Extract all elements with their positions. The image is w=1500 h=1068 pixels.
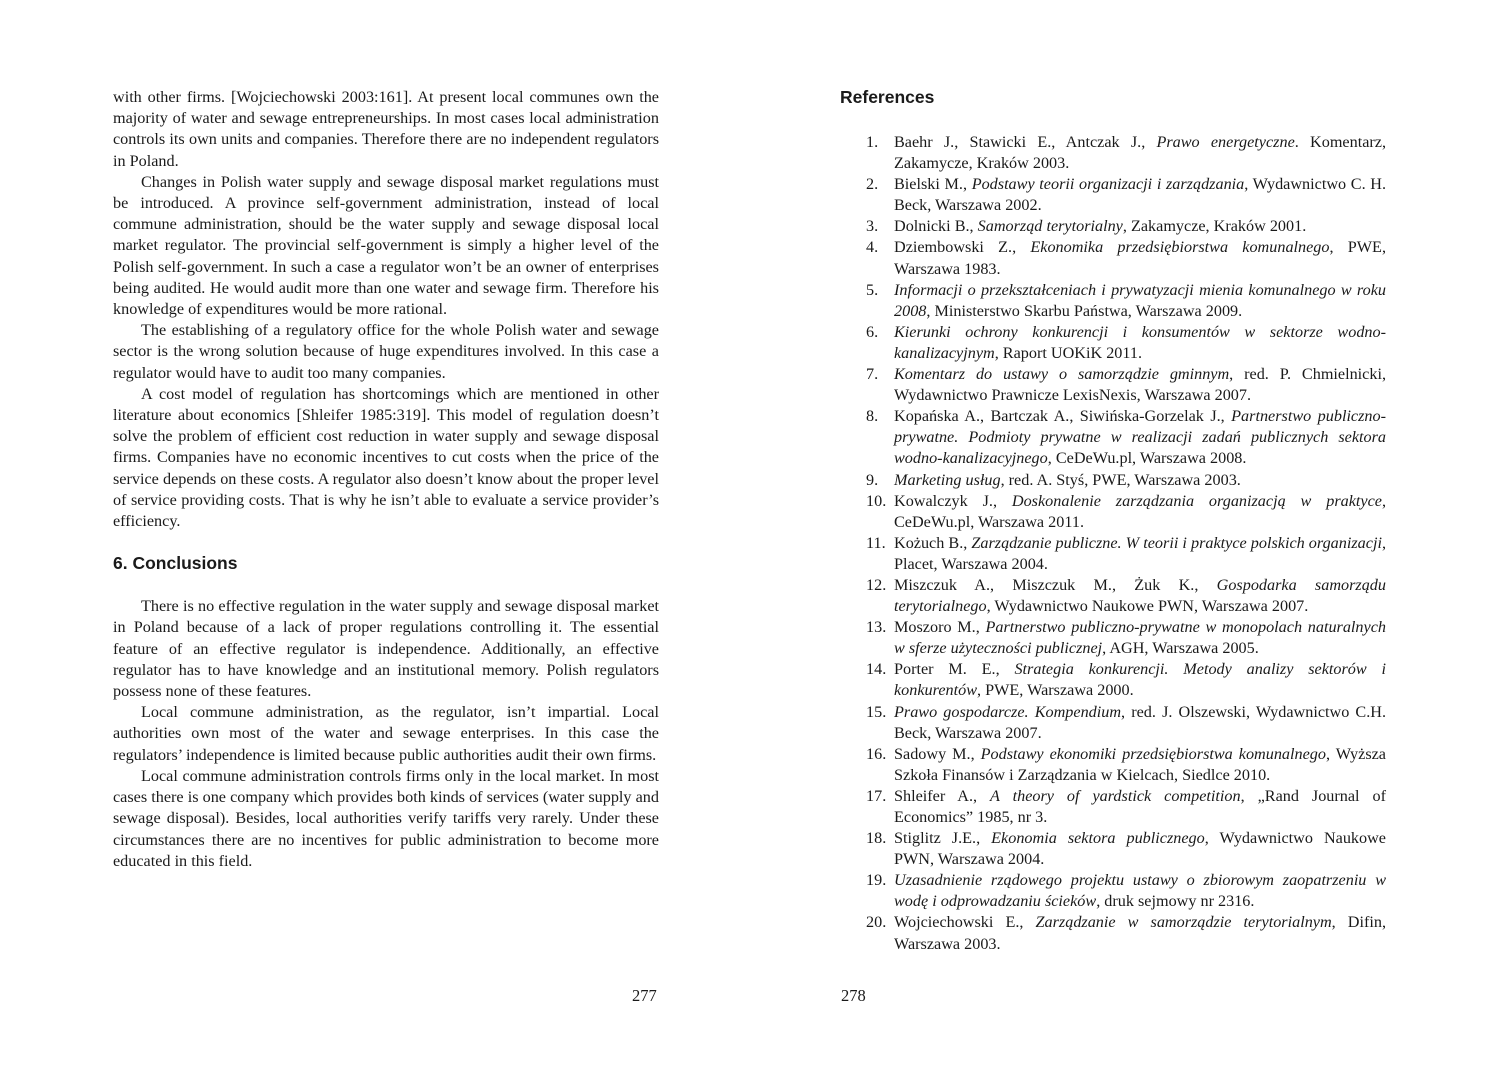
left-page-body: [113, 87, 659, 872]
body-paragraph: Changes in Polish water supply and sewage disposal market regulations must be introduced. A province self-government administration, instead of local commune administration, should be the water supply and sewage disposal local market regulator. The provincial self-government is simply a higher level of the Polish self-government. In such a case a regulator won’t be an owner of enterprises being audited. He would audit more than one water and sewage firm. Therefore his knowledge of expenditures would be more rational.: [113, 172, 659, 319]
reference-authors: Moszoro M.,: [894, 618, 986, 637]
reference-item: [840, 744, 1386, 786]
reference-item: [840, 575, 1386, 617]
reference-number: 9.: [866, 470, 879, 489]
reference-publication: . Komentarz, Zakamycze, Kraków 2003.: [894, 133, 1386, 173]
reference-publication: , Ministerstwo Skarbu Państwa, Warszawa 2009.: [926, 301, 1243, 320]
reference-authors: Porter M. E.,: [894, 660, 1015, 679]
reference-item: [840, 702, 1386, 744]
reference-title: Prawo gospodarcze. Kompendium: [894, 702, 1122, 721]
reference-number: 20.: [866, 913, 887, 932]
reference-item: [840, 216, 1386, 237]
reference-title: Marketing usług: [894, 470, 1001, 489]
reference-authors: Wojciechowski E.,: [894, 913, 1036, 932]
section-heading-conclusions: 6. Conclusions: [113, 553, 238, 574]
reference-number: 13.: [866, 618, 887, 637]
reference-title: Partnerstwo publiczno-prywatne w monopolach naturalnych w sferze użyteczności publicznej: [894, 618, 1386, 658]
reference-item: [840, 132, 1386, 174]
reference-item: [840, 237, 1386, 279]
reference-number: 2.: [866, 175, 879, 194]
body-paragraph: Local commune administration, as the regulator, isn’t impartial. Local authorities own most of the water and sewage enterprises. In this case the regulators’ independence is limited because public authorities audit their own firms.: [113, 703, 659, 764]
reference-item: [840, 280, 1386, 322]
reference-item: [840, 364, 1386, 406]
body-paragraph: There is no effective regulation in the water supply and sewage disposal market in Poland because of a lack of proper regulations controlling it. The essential feature of an effective regulator is independence. Additionally, an effective regulator has to have knowledge and an institutional memory. Polish regulators possess none of these features.: [113, 597, 659, 701]
reference-number: 12.: [866, 575, 887, 594]
reference-authors: Kopańska A., Bartczak A., Siwińska-Gorzelak J.,: [894, 407, 1232, 426]
reference-authors: Kożuch B.,: [894, 533, 972, 552]
reference-number: 14.: [866, 660, 887, 679]
reference-authors: Baehr J., Stawicki E., Antczak J.,: [894, 133, 1157, 151]
reference-number: 1.: [866, 133, 879, 151]
reference-item: [840, 786, 1386, 828]
reference-title: Gospodarka samorządu terytorialnego: [894, 575, 1386, 616]
references-section: [840, 86, 1386, 955]
body-paragraph: with other firms. [Wojciechowski 2003:161]. At present local communes own the majority of water and sewage entrepreneurships. In most cases local administration controls its own units and companies. Therefore there are no independent regulators in Poland.: [113, 88, 659, 170]
reference-publication: , Placet, Warszawa 2004.: [894, 533, 1386, 573]
reference-authors: Dolnicki B.,: [894, 217, 978, 236]
reference-title: Samorząd terytorialny: [977, 217, 1123, 236]
reference-title: Partnerstwo publiczno-prywatne. Podmioty prywatne w realizacji zadań publicznych sektora wodno-kanalizacyjnego: [894, 407, 1386, 468]
reference-publication: , red. A. Styś, PWE, Warszawa 2003.: [1000, 470, 1241, 489]
reference-item: [840, 828, 1386, 870]
reference-publication: , Wydawnictwo C. H. Beck, Warszawa 2002.: [894, 175, 1387, 215]
reference-publication: , „Rand Journal of Economics” 1985, nr 3.: [894, 786, 1386, 826]
reference-item: [840, 174, 1386, 216]
reference-publication: , CeDeWu.pl, Warszawa 2011.: [894, 491, 1387, 531]
page-number: 278: [841, 986, 866, 1005]
reference-authors: Kowalczyk J.,: [894, 491, 1012, 510]
reference-number: 19.: [866, 871, 887, 890]
reference-publication: , AGH, Warszawa 2005.: [1102, 639, 1259, 658]
reference-publication: , Wydawnictwo Naukowe PWN, Warszawa 2007.: [986, 597, 1309, 616]
reference-number: 7.: [866, 365, 879, 384]
reference-title: Prawo energetyczne: [1156, 133, 1295, 151]
reference-authors: Miszczuk A., Miszczuk M., Żuk K.,: [894, 575, 1217, 594]
reference-authors: Stiglitz J.E.,: [894, 829, 992, 848]
reference-number: 8.: [866, 407, 879, 426]
reference-title: Doskonalenie zarządzania organizacją w praktyce: [1011, 491, 1382, 510]
reference-item: [840, 912, 1386, 954]
reference-item: [840, 870, 1386, 912]
reference-item: [840, 470, 1386, 491]
reference-item: [840, 533, 1386, 575]
reference-title: Zarządzanie publiczne. W teorii i praktyce polskich organizacji: [971, 533, 1382, 552]
body-paragraph: Local commune administration controls firms only in the local market. In most cases there is one company which provides both kinds of services (water supply and sewage disposal). Besides, local authorities verify tariffs very rarely. Under these circumstances there are no incentives for public administration to become more educated in this field.: [113, 766, 659, 870]
reference-title: Ekonomika przedsiębiorstwa komunalnego: [1030, 238, 1330, 257]
reference-item: [840, 659, 1386, 701]
reference-item: [840, 406, 1386, 469]
reference-publication: , CeDeWu.pl, Warszawa 2008.: [1047, 449, 1247, 468]
reference-number: 16.: [866, 744, 887, 763]
reference-number: 6.: [866, 322, 879, 341]
reference-title: Podstawy teorii organizacji i zarządzania: [971, 175, 1245, 194]
reference-title: A theory of yardstick competition: [990, 786, 1241, 805]
reference-title: Ekonomia sektora publicznego: [991, 829, 1205, 848]
reference-item: [840, 491, 1386, 533]
reference-item: [840, 617, 1386, 659]
reference-number: 18.: [866, 829, 887, 848]
reference-publication: , PWE, Warszawa 2000.: [977, 681, 1134, 700]
reference-number: 4.: [866, 238, 879, 257]
body-paragraph: A cost model of regulation has shortcomings which are mentioned in other literature about economics [Shleifer 1985:319]. This model of regulation doesn’t solve the problem of efficient cost reduction in water supply and sewage disposal firms. Companies have no economic incentives to cut costs when the price of the service depends on these costs. A regulator also doesn’t know about the proper level of service providing costs. That is why he isn’t able to evaluate a service provider’s efficiency.: [113, 384, 659, 531]
reference-authors: Sadowy M.,: [894, 744, 981, 763]
reference-number: 17.: [866, 786, 887, 805]
reference-number: 3.: [866, 217, 879, 236]
reference-publication: , Raport UOKiK 2011.: [994, 343, 1143, 362]
reference-publication: , PWE, Warszawa 1983.: [894, 238, 1386, 278]
reference-item: [840, 322, 1386, 364]
reference-publication: , Wyższa Szkoła Finansów i Zarządzania w Kielcach, Siedlce 2010.: [894, 744, 1386, 784]
reference-authors: Dziembowski Z.,: [894, 238, 1031, 257]
reference-title: Strategia konkurencji. Metody analizy sektorów i konkurentów: [894, 660, 1387, 700]
reference-publication: , Difin, Warszawa 2003.: [894, 913, 1387, 953]
reference-title: Uzasadnienie rządowego projektu ustawy o zbiorowym zaopatrzeniu w wodę i odprowadzaniu ścieków: [894, 871, 1386, 911]
reference-authors: Shleifer A.,: [894, 786, 991, 805]
reference-title: Kierunki ochrony konkurencji i konsumentów w sektorze wodno-kanalizacyjnym: [894, 322, 1386, 362]
reference-number: 11.: [866, 533, 886, 552]
reference-title: Podstawy ekonomiki przedsiębiorstwa komunalnego: [980, 744, 1326, 763]
right-page: [750, 0, 1500, 1068]
reference-authors: Bielski M.,: [894, 175, 972, 194]
body-paragraph: The establishing of a regulatory office for the whole Polish water and sewage sector is the wrong solution because of huge expenditures involved. In this case a regulator would have to audit too many companies.: [113, 321, 659, 382]
reference-title: Komentarz do ustawy o samorządzie gminnym: [894, 365, 1230, 384]
reference-publication: , red. J. Olszewski, Wydawnictwo C.H. Beck, Warszawa 2007.: [894, 702, 1387, 742]
reference-title: Informacji o przekształceniach i prywatyzacji mienia komunalnego w roku 2008: [894, 280, 1386, 320]
reference-publication: , druk sejmowy nr 2316.: [1096, 892, 1255, 911]
reference-title: Zarządzanie w samorządzie terytorialnym: [1035, 913, 1332, 932]
reference-publication: , red. P. Chmielnicki, Wydawnictwo Prawnicze LexisNexis, Warszawa 2007.: [894, 365, 1387, 405]
page-number: 277: [632, 986, 657, 1005]
references-list: [840, 132, 1386, 955]
references-heading: References: [840, 87, 935, 107]
reference-number: 15.: [866, 702, 887, 721]
reference-publication: , Zakamycze, Kraków 2001.: [1122, 217, 1307, 236]
reference-publication: , Wydawnictwo Naukowe PWN, Warszawa 2004.: [894, 829, 1386, 869]
reference-number: 10.: [866, 491, 887, 510]
reference-number: 5.: [866, 280, 879, 299]
